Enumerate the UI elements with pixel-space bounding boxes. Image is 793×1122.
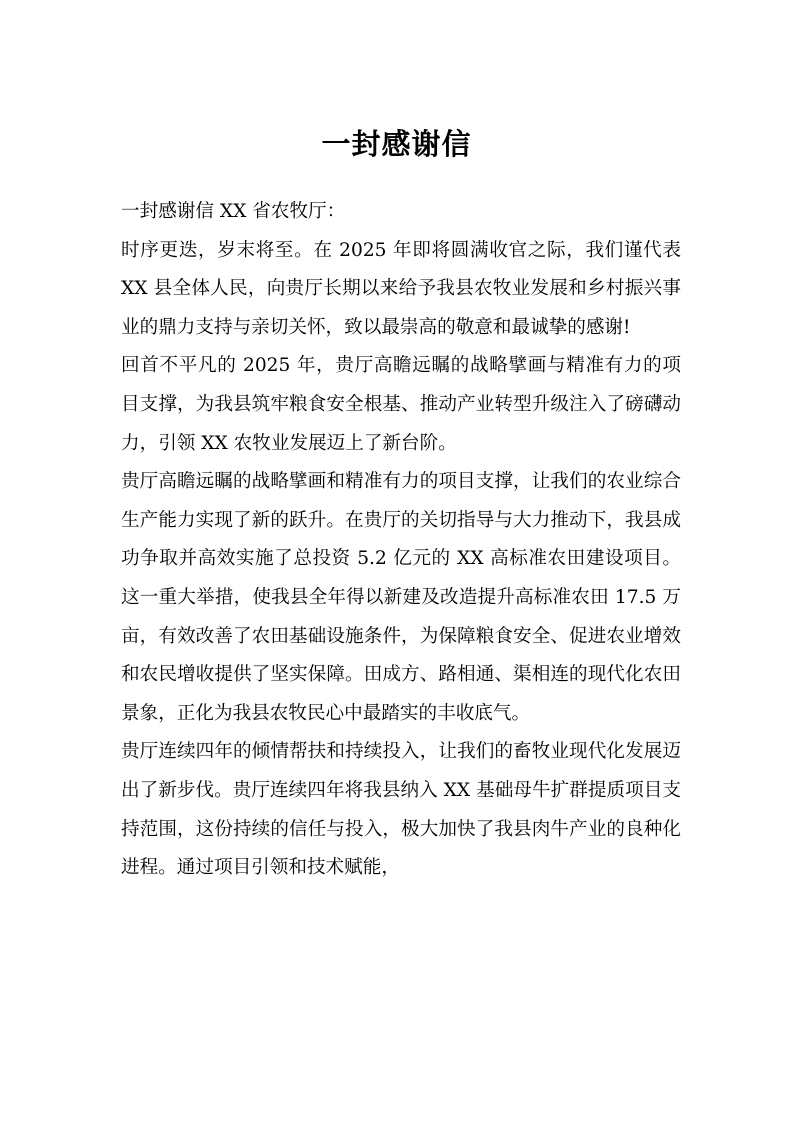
body-paragraph-3: 贵厅高瞻远瞩的战略擘画和精准有力的项目支撑，让我们的农业综合生产能力实现了新的跃升。在贵厅的关切指导与大力推动下，我县成功争取并高效实施了总投资 5.2 亿元的 XX 高标准农田建设项目。这一重大举措，使我县全年得以新建及改造提升高标准农田 17.5 万亩，有效改善了农田基础设施条件，为保障粮食安全、促进农业增效和农民增收提供了坚实保障。田成方、路相通、渠相连的现代化农田景象，正化为我县农牧民心中最踏实的丰收底气。 — [121, 471, 681, 724]
body-paragraph-1: 时序更迭，岁末将至。在 2025 年即将圆满收官之际，我们谨代表 XX 县全体人民，向贵厅长期以来给予我县农牧业发展和乡村振兴事业的鼎力支持与亲切关怀，致以最崇高的敬意和最诚挚的感谢! — [121, 239, 681, 338]
document-title: 一封感谢信 — [321, 127, 472, 161]
document-body — [121, 193, 681, 888]
salutation-paragraph: 一封感谢信 XX 省农牧厅： — [121, 201, 346, 222]
body-paragraph-4: 贵厅连续四年的倾情帮扶和持续投入，让我们的畜牧业现代化发展迈出了新步伐。贵厅连续四年将我县纳入 XX 基础母牛扩群提质项目支持范围，这份持续的信任与投入，极大加快了我县肉牛产业的良种化进程。通过项目引领和技术赋能， — [121, 741, 681, 879]
body-paragraph-2: 回首不平凡的 2025 年，贵厅高瞻远瞩的战略擘画与精准有力的项目支撑，为我县筑牢粮食安全根基、推动产业转型升级注入了磅礴动力，引领 XX 农牧业发展迈上了新台阶。 — [121, 355, 681, 454]
